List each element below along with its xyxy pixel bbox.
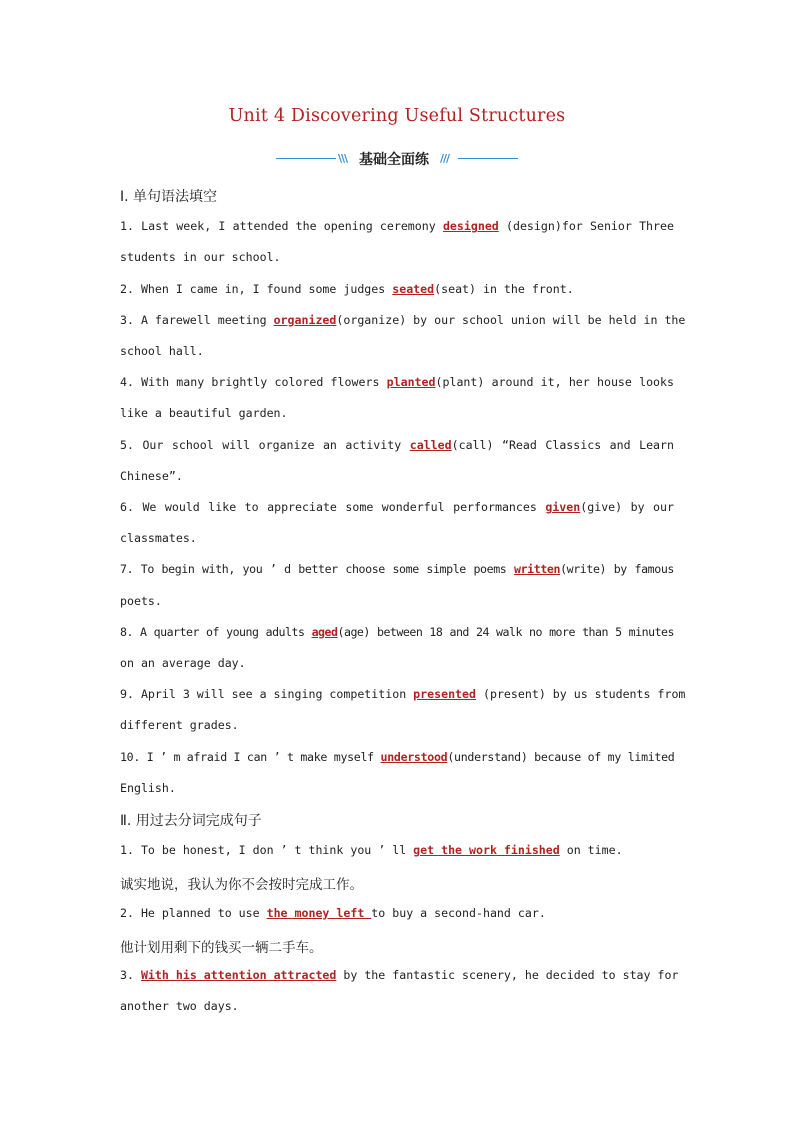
answer-10: understood <box>380 750 448 764</box>
question-3-line-1: 3. A farewell meeting organized(organize) by our school union will be held in the <box>120 313 686 327</box>
answer-3: organized <box>273 313 337 327</box>
answer-9: presented <box>413 687 476 701</box>
banner-label: 基础全面练 <box>359 152 429 168</box>
question-8-line-2: on an average day. <box>120 656 246 670</box>
sentence-1-translation: 诚实地说，我认为你不会按时完成工作。 <box>120 877 363 893</box>
question-8-line-1: 8. A quarter of young adults aged(age) between 18 and 24 walk no more than 5 minutes <box>120 625 675 639</box>
page-title: Unit 4 Discovering Useful Structures <box>228 106 566 126</box>
answer-8: aged <box>311 625 338 639</box>
sentence-1-line-1: 1. To be honest, I don ’ t think you ’ ll get the work finished on time. <box>120 843 623 857</box>
question-3-line-2: school hall. <box>120 344 204 358</box>
question-10-line-2: English. <box>120 781 176 795</box>
question-7-line-1: 7. To begin with, you ’ d better choose some simple poems written(write) by famous <box>120 562 674 576</box>
section-banner <box>276 148 518 170</box>
question-6-line-2: classmates. <box>120 531 197 545</box>
question-1-line-1: 1. Last week, I attended the opening ceremony designed (design)for Senior Three <box>120 219 674 233</box>
answer-7: written <box>514 562 561 576</box>
question-1-line-2: students in our school. <box>120 250 281 264</box>
question-9-line-1: 9. April 3 will see a singing competition presented (present) by us students from <box>120 687 686 701</box>
banner-right-hatch: /// <box>440 152 450 165</box>
sentence-2-translation: 他计划用剩下的钱买一辆二手车。 <box>120 940 323 956</box>
section-heading-2: Ⅱ. 用过去分词完成句子 <box>120 813 262 829</box>
question-4-line-2: like a beautiful garden. <box>120 406 288 420</box>
section-heading-1: Ⅰ. 单句语法填空 <box>120 189 218 205</box>
question-10-line-1: 10. I ’ m afraid I can ’ t make myself understood(understand) because of my limited <box>120 750 675 764</box>
question-9-line-2: different grades. <box>120 718 239 732</box>
banner-right-line <box>458 158 518 159</box>
sentence-3-line-2: another two days. <box>120 999 239 1013</box>
question-6-line-1: 6. We would like to appreciate some wonderful performances given(give) by our <box>120 500 674 514</box>
sentence-answer-2: the money left <box>266 906 372 920</box>
question-7-line-2: poets. <box>120 594 162 608</box>
sentence-answer-1: get the work finished <box>413 843 560 857</box>
question-4-line-1: 4. With many brightly colored flowers planted(plant) around it, her house looks <box>120 375 674 389</box>
question-5-line-2: Chinese”. <box>120 469 183 483</box>
answer-2: seated <box>392 282 435 296</box>
answer-4: planted <box>386 375 436 389</box>
sentence-answer-3: With his attention attracted <box>140 968 337 982</box>
answer-6: given <box>545 500 581 514</box>
banner-left-line <box>276 158 336 159</box>
sentence-3-line-1: 3. With his attention attracted by the fantastic scenery, he decided to stay for <box>120 968 679 982</box>
question-5-line-1: 5. Our school will organize an activity called(call) “Read Classics and Learn <box>120 438 674 452</box>
answer-1: designed <box>442 219 499 233</box>
banner-left-hatch: \\\ <box>338 152 348 165</box>
question-2-line-1: 2. When I came in, I found some judges seated(seat) in the front. <box>120 282 574 296</box>
answer-5: called <box>409 438 452 452</box>
sentence-2-line-1: 2. He planned to use the money left to buy a second-hand car. <box>120 906 546 920</box>
